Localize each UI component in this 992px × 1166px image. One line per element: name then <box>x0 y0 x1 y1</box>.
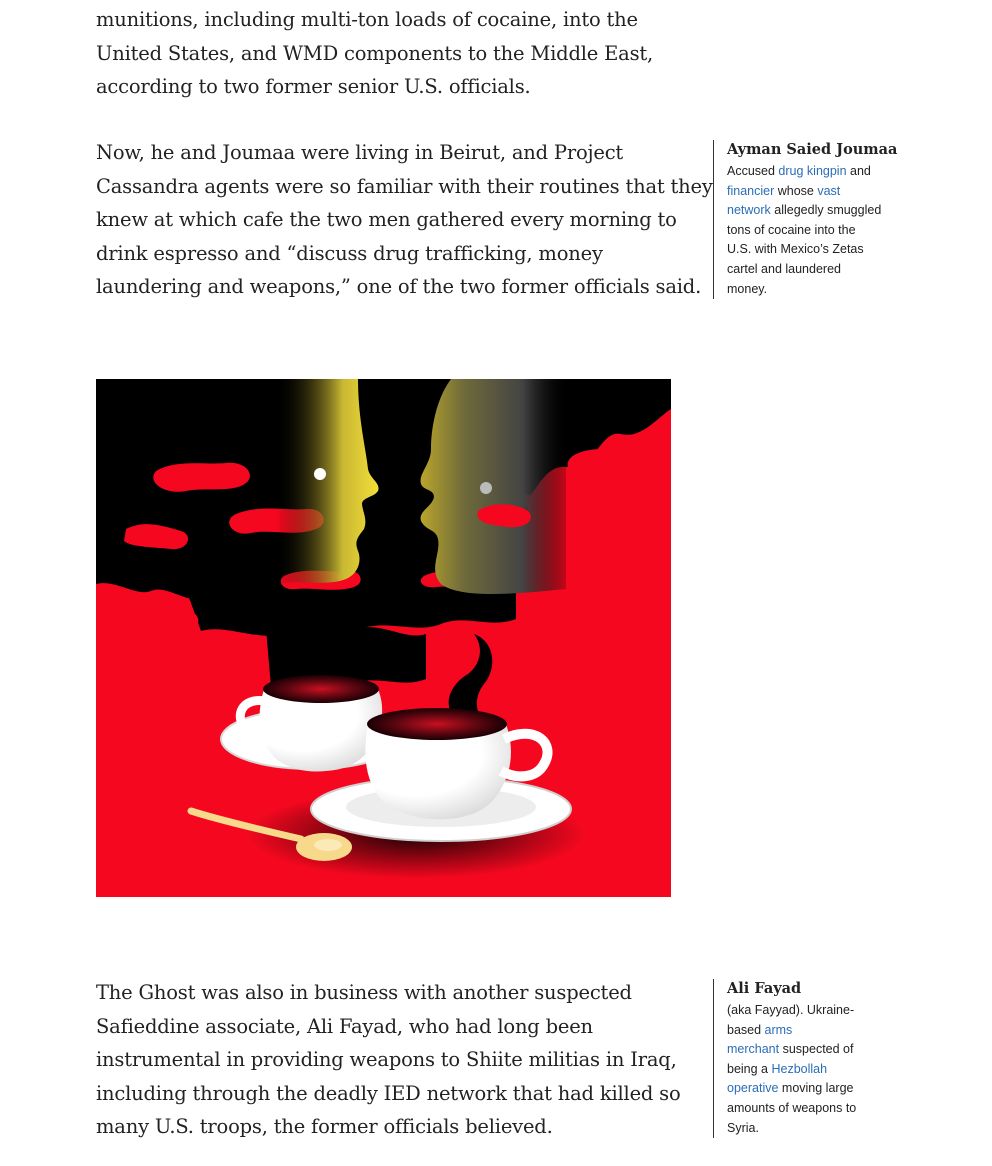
article-paragraph-2 <box>96 136 713 304</box>
profile-text: tons of cocaine into the <box>727 222 856 237</box>
profile-text-run: and <box>846 164 871 178</box>
profile-text-run: allegedly smuggled <box>770 203 882 218</box>
paragraph-line: drink espresso and “discuss drug trafficking, money <box>96 241 603 265</box>
profile-text: Syria. <box>727 1120 759 1135</box>
article-paragraph-1 <box>96 3 686 104</box>
article-paragraph-3 <box>96 976 686 1144</box>
paragraph-line: Safieddine associate, Ali Fayad, who had long been <box>96 1014 593 1038</box>
profile-text <box>727 182 917 202</box>
paragraph-line: The Ghost was also in business with another suspected <box>96 981 632 1004</box>
vast-network-link-cont[interactable]: network <box>727 203 771 218</box>
paragraph-line: many U.S. troops, the former officials believed. <box>96 1115 553 1138</box>
profile-text-run: based <box>727 1022 765 1037</box>
drug-kingpin-link[interactable]: drug kingpin <box>778 164 847 178</box>
paragraph-line: laundering and weapons,” one of the two former officials said. <box>96 275 702 298</box>
profile-text: money. <box>727 281 768 296</box>
paragraph-line: United States, and WMD components to the Middle East, <box>96 41 654 65</box>
profile-name: Ayman Saied Joumaa <box>727 141 898 158</box>
profile-text-run: whose <box>774 183 818 198</box>
cafe-illustration <box>96 379 671 897</box>
profile-text <box>727 1079 917 1099</box>
sidebar-profile-fayad <box>713 979 917 1138</box>
paragraph-line: munitions, including multi-ton loads of cocaine, into the <box>96 8 638 31</box>
profile-text-run: suspected of <box>779 1042 854 1057</box>
profile-text: amounts of weapons to <box>727 1100 857 1115</box>
profile-text-run: being a <box>727 1061 772 1076</box>
profile-name: Ali Fayad <box>727 980 802 997</box>
sidebar-profile-joumaa <box>713 140 917 299</box>
profile-text-run: Accused <box>727 164 779 178</box>
paragraph-line: including through the deadly IED network that had killed so <box>96 1081 681 1105</box>
hezbollah-operative-link[interactable]: Hezbollah <box>771 1061 828 1076</box>
financier-link[interactable]: financier <box>727 183 775 198</box>
profile-text: cartel and laundered <box>727 261 841 276</box>
paragraph-line: according to two former senior U.S. officials. <box>96 75 531 98</box>
arms-merchant-link[interactable]: arms <box>764 1022 793 1037</box>
arms-merchant-link-cont[interactable]: merchant <box>727 1042 780 1057</box>
profile-text-run: moving large <box>778 1081 854 1096</box>
paragraph-line: instrumental in providing weapons to Shiite militias in Iraq, <box>96 1048 677 1071</box>
paragraph-line: Cassandra agents were so familiar with their routines that they <box>96 174 713 198</box>
profile-text <box>727 1021 917 1041</box>
illustration-svg <box>96 379 671 897</box>
profile-text <box>727 162 917 182</box>
hezbollah-operative-link-cont[interactable]: operative <box>727 1081 779 1096</box>
paragraph-line: knew at which cafe the two men gathered every morning to <box>96 208 677 231</box>
profile-text <box>727 1060 917 1080</box>
profile-text <box>727 1040 917 1060</box>
profile-text: U.S. with Mexico’s Zetas <box>727 242 864 257</box>
vast-network-link[interactable]: vast <box>817 183 841 198</box>
paragraph-line: Now, he and Joumaa were living in Beirut, and Project <box>96 141 624 164</box>
profile-text: (aka Fayyad). Ukraine- <box>727 1003 855 1017</box>
profile-text <box>727 201 917 221</box>
